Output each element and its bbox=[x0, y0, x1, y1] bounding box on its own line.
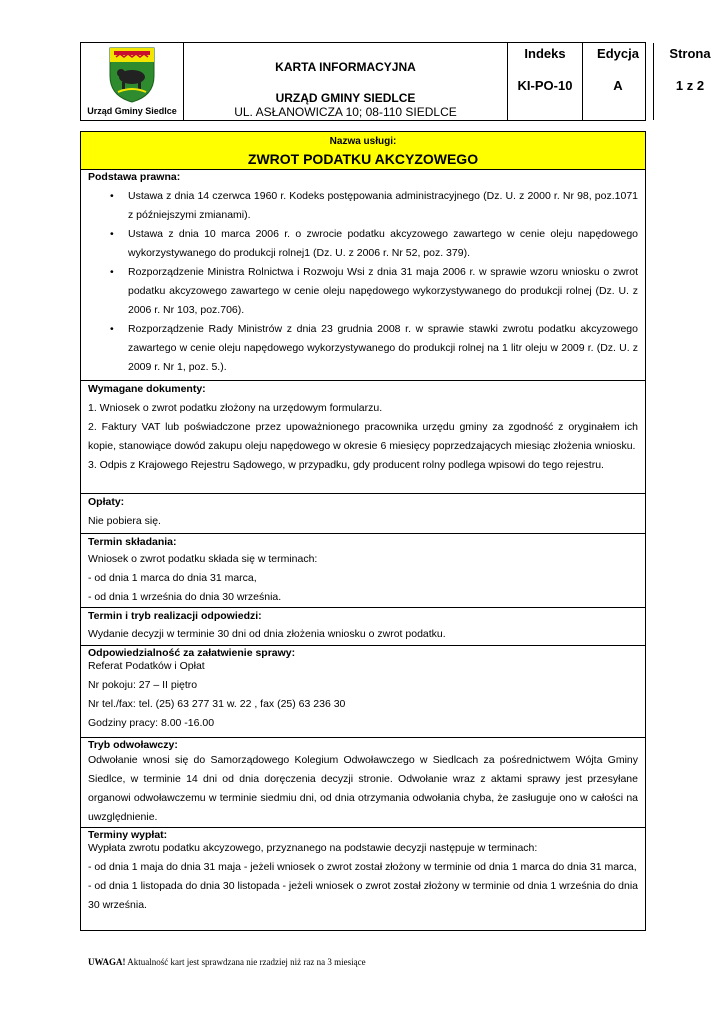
legal-basis-list bbox=[88, 187, 638, 377]
header-table bbox=[80, 42, 711, 121]
legal-basis-item: • Ustawa z dnia 14 czerwca 1960 r. Kodeks postępowania administracyjnego (Dz. U. z 2000 r. Nr 98, poz.1071 z późniejszymi zmianami). bbox=[88, 187, 638, 225]
index-label: Indeks bbox=[524, 46, 566, 61]
legal-basis-item: • Rozporządzenie Ministra Rolnictwa i Rozwoju Wsi z dnia 31 maja 2006 r. w sprawie wzoru wniosku o zwrot podatku akcyzowego zawartego w cenie oleju napędowego wykorzystywanego do produkcji rolnej (Dz. U. z 2006 r. Nr 103, poz.706). bbox=[88, 263, 638, 320]
deadline-section bbox=[81, 534, 645, 608]
document-item: 1. Wniosek o zwrot podatku złożony na urzędowym formularzu. bbox=[88, 402, 383, 414]
edition-value: A bbox=[613, 78, 623, 93]
deadline-line: Wniosek o zwrot podatku składa się w terminach: bbox=[88, 553, 318, 565]
legal-basis-section bbox=[81, 170, 645, 381]
responsibility-line: Nr tel./fax: tel. (25) 63 277 31 w. 22 , fax (25) 63 236 30 bbox=[88, 698, 346, 710]
documents-heading: Wymagane dokumenty: bbox=[88, 383, 206, 395]
footer-text: Aktualność kart jest sprawdzana nie rzadziej niż raz na 3 miesiące bbox=[125, 957, 366, 967]
page-label: Strona bbox=[669, 46, 711, 61]
payment-line: Wypłata zwrotu podatku akcyzowego, przyznanego na podstawie decyzji następuje w terminach: bbox=[88, 842, 538, 854]
fees-text: Nie pobiera się. bbox=[88, 515, 161, 527]
fees-heading: Opłaty: bbox=[88, 496, 125, 508]
edition-label: Edycja bbox=[597, 46, 639, 61]
edition-cell bbox=[583, 43, 654, 120]
office-caption: Urząd Gminy Siedlce bbox=[87, 106, 177, 116]
payments-heading: Terminy wypłat: bbox=[88, 829, 168, 841]
appeal-text: Odwołanie wnosi się do Samorządowego Kolegium Odwoławczego w Siedlcach za pośrednictwem Wójta Gminy Siedlce, w terminie 14 dni od dnia doręczenia decyzji stronie. Odwołanie wraz z aktami sprawy jest przesyłane organowi odwoławczemu w terminie siedmiu dni, od dnia otrzymania odwołania chyba, że zasługuje ono w całości na uwzględnienie. bbox=[88, 754, 638, 823]
response-heading: Termin i tryb realizacji odpowiedzi: bbox=[88, 610, 262, 622]
card-title: KARTA INFORMACYJNA bbox=[275, 60, 416, 74]
footer-label: UWAGA! bbox=[88, 957, 126, 967]
document-item: 2. Faktury VAT lub poświadczone przez upoważnionego pracownika urzędu gminy za zgodność z oryginałem ich kopie, stanowiące dowód zakupu oleju napędowego w okresie 6 miesięcy poprzedzających miesiąc złożenia wniosku. bbox=[88, 421, 638, 452]
appeal-heading: Tryb odwoławczy: bbox=[88, 739, 178, 751]
office-address: UL. ASŁANOWICZA 10; 08-110 SIEDLCE bbox=[234, 105, 457, 119]
index-cell bbox=[508, 43, 583, 120]
deadline-line: - od dnia 1 marca do dnia 31 marca, bbox=[88, 572, 257, 584]
deadline-heading: Termin składania: bbox=[88, 536, 177, 548]
response-text: Wydanie decyzji w terminie 30 dni od dnia złożenia wniosku o zwrot podatku. bbox=[88, 628, 446, 640]
coat-of-arms-icon bbox=[108, 46, 156, 104]
service-name: ZWROT PODATKU AKCYZOWEGO bbox=[247, 151, 479, 167]
payments-section bbox=[81, 828, 645, 930]
logo-cell bbox=[81, 43, 184, 120]
appeal-section bbox=[81, 738, 645, 828]
responsibility-section bbox=[81, 646, 645, 738]
responsibility-line: Godziny pracy: 8.00 -16.00 bbox=[88, 717, 215, 729]
payment-line: - od dnia 1 maja do dnia 31 maja - jeżeli wniosek o zwrot został złożony w terminie od dnia 1 marca do dnia 31 marca, bbox=[88, 861, 637, 873]
page-cell bbox=[654, 43, 724, 120]
responsibility-line: Nr pokoju: 27 – II piętro bbox=[88, 679, 198, 691]
legal-basis-item: • Rozporządzenie Rady Ministrów z dnia 23 grudnia 2008 r. w sprawie stawki zwrotu podatku akcyzowego zawartego w cenie oleju napędowego wykorzystywanego do produkcji rolnej na 1 litr oleju w 2009 r. (Dz. U. z 2009 r. Nr 1, poz. 5.). bbox=[88, 320, 638, 377]
index-value: KI-PO-10 bbox=[517, 78, 573, 93]
document-item: 3. Odpis z Krajowego Rejestru Sądowego, w przypadku, gdy producent rolny podlega wpisowi do tego rejestru. bbox=[88, 459, 604, 471]
fees-section bbox=[81, 494, 645, 534]
service-label: Nazwa usługi: bbox=[329, 136, 397, 147]
payment-line: - od dnia 1 listopada do dnia 30 listopada - jeżeli wniosek o zwrot został złożony w terminie od dnia 1 września do dnia 30 września. bbox=[88, 880, 638, 911]
footer-note bbox=[88, 957, 366, 967]
page-value: 1 z 2 bbox=[675, 78, 705, 93]
deadline-line: - od dnia 1 września do dnia 30 września. bbox=[88, 591, 282, 603]
service-row bbox=[81, 132, 645, 170]
responsibility-heading: Odpowiedzialność za załatwienie sprawy: bbox=[88, 647, 296, 659]
legal-basis-heading: Podstawa prawna: bbox=[88, 171, 181, 183]
response-section bbox=[81, 608, 645, 646]
office-name: URZĄD GMINY SIEDLCE bbox=[275, 91, 416, 105]
legal-basis-item: • Ustawa z dnia 10 marca 2006 r. o zwrocie podatku akcyzowego zawartego w cenie oleju napędowego wykorzystywanego do produkcji rolnej1 (Dz. U. z 2006 r. Nr 52, poz. 379). bbox=[88, 225, 638, 263]
documents-section bbox=[81, 381, 645, 494]
title-cell bbox=[184, 43, 508, 120]
info-table bbox=[80, 131, 646, 931]
responsibility-line: Referat Podatków i Opłat bbox=[88, 660, 205, 672]
